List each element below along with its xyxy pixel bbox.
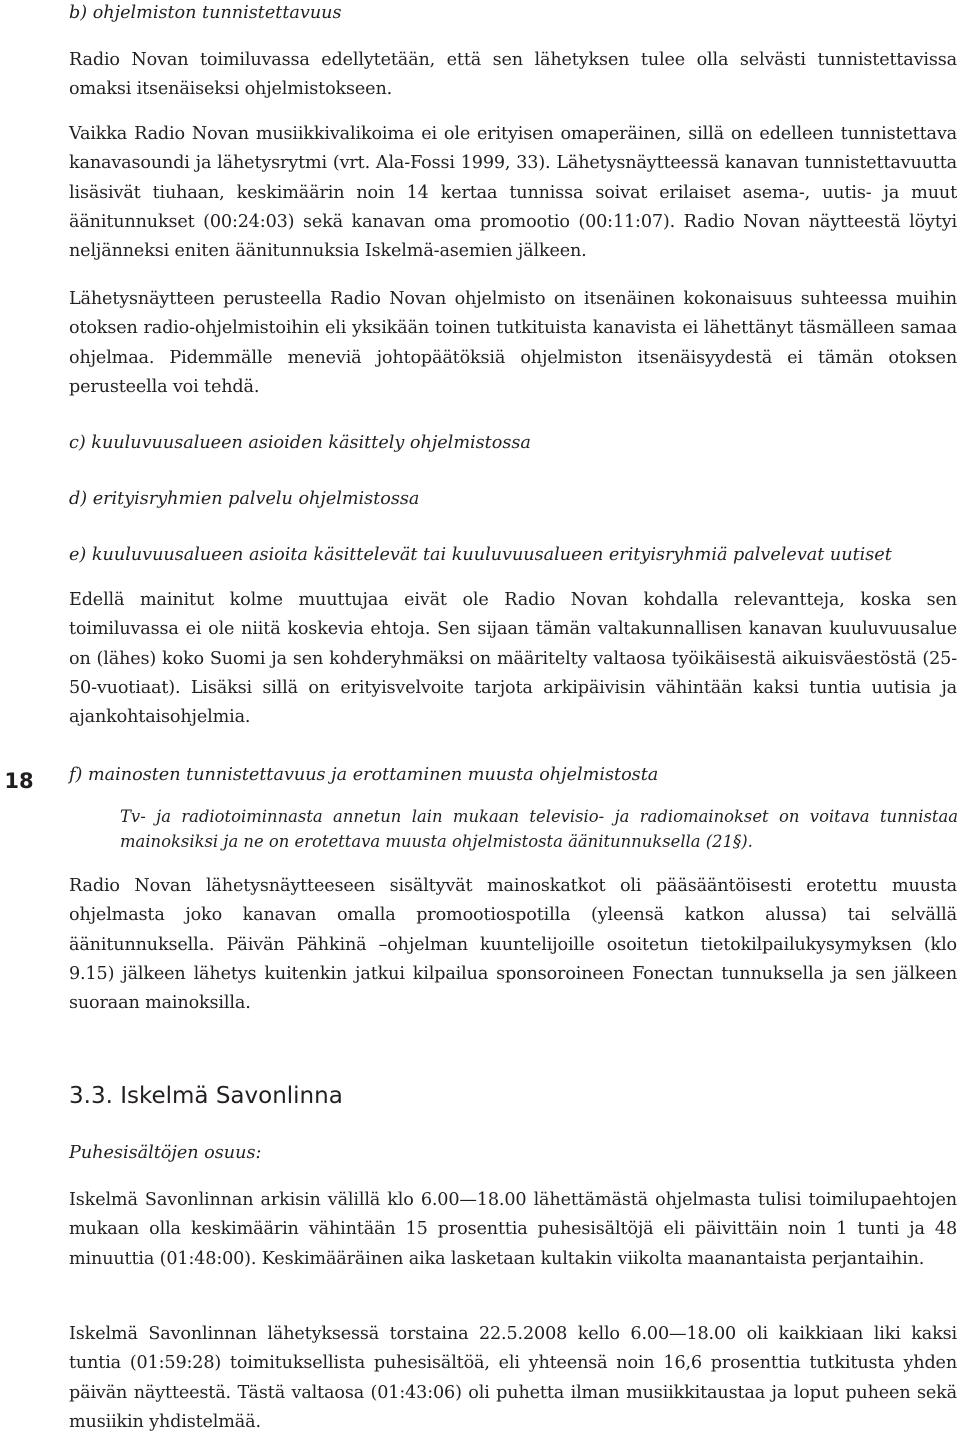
section-3-3-title: 3.3. Iskelmä Savonlinna [69, 1083, 343, 1109]
section-b-heading: b) ohjelmiston tunnistettavuus [69, 3, 342, 23]
section-f-law-quote: Tv- ja radiotoiminnasta annetun lain mukaan televisio- ja radiomainokset on voitava tunnistaa mainoksiksi ja ne on erotettava muusta ohjelmistosta äänitunnuksella (21§). [120, 807, 958, 851]
section-c-heading: c) kuuluvuusalueen asioiden käsittely ohjelmistossa [69, 433, 531, 453]
section-b-paragraph-2: Vaikka Radio Novan musiikkivalikoima ei ole erityisen omaperäinen, sillä on edelleen tunnistettava kanavasoundi ja lähetysrytmi (vrt. Ala-Fossi 1999, 33). Lähetysnäytteessä kanavan tunnistettavuutta lisäsivät tiuhaan, keskimäärin noin 14 kertaa tunnissa soivat erilaiset asema-, uutis- ja muut äänitunnukset (00:24:03) sekä kanavan oma promootio (00:11:07). Radio Novan näytteestä löytyi neljänneksi eniten äänitunnuksia Iskelmä-asemien jälkeen. [69, 124, 957, 262]
section-3-3-paragraph-2: Iskelmä Savonlinnan lähetyksessä torstaina 22.5.2008 kello 6.00—18.00 oli kaikkiaan liki kaksi tuntia (01:59:28) toimituksellista puhesisältöä, eli yhteensä noin 16,6 prosenttia tutkitusta yhden päivän näytteestä. Tästä valtaosa (01:43:06) oli puhetta ilman musiikkitaustaa ja loput puheen sekä musiikin yhdistelmää. [69, 1324, 957, 1432]
section-b-paragraph-1: Radio Novan toimiluvassa edellytetään, että sen lähetyksen tulee olla selvästi tunnistettavissa omaksi itsenäiseksi ohjelmistokseen. [69, 50, 957, 100]
section-3-3-paragraph-1: Iskelmä Savonlinnan arkisin välillä klo 6.00—18.00 lähettämästä ohjelmasta tulisi toimilupaehtojen mukaan olla keskimäärin vähintään 15 prosenttia puhesisältöjä eli päivittäin noin 1 tunti ja 48 minuuttia (01:48:00). Keskimääräinen aika lasketaan kultakin viikolta maanantaista perjantaihin. [69, 1190, 957, 1269]
section-e-heading: e) kuuluvuusalueen asioita käsittelevät tai kuuluvuusalueen erityisryhmiä palvelevat uutiset [69, 545, 892, 565]
section-d-heading: d) erityisryhmien palvelu ohjelmistossa [69, 489, 420, 509]
section-f-paragraph-1: Radio Novan lähetysnäytteeseen sisältyvät mainoskatkot oli pääsääntöisesti erotettu muusta ohjelmasta joko kanavan omalla promootiospotilla (yleensä katkon alussa) tai selvällä äänitunnuksella. Päivän Pähkinä –ohjelman kuuntelijoille osoitetun tietokilpailukysymyksen (klo 9.15) jälkeen lähetys kuitenkin jatkui kilpailua sponsoroineen Fonectan tunnuksella ja sen jälkeen suoraan mainoksilla. [69, 876, 957, 1014]
section-b-paragraph-3: Lähetysnäytteen perusteella Radio Novan ohjelmisto on itsenäinen kokonaisuus suhteessa muihin otoksen radio-ohjelmistoihin eli yksikään toinen tutkituista kanavista ei lähettänyt täsmälleen samaa ohjelmaa. Pidemmälle meneviä johtopäätöksiä ohjelmiston itsenäisyydestä ei tämän otoksen perusteella voi tehdä. [69, 289, 957, 397]
page-number: 18 [4, 769, 34, 793]
section-f-heading: f) mainosten tunnistettavuus ja erottaminen muusta ohjelmistosta [69, 765, 659, 785]
section-e-paragraph-1: Edellä mainitut kolme muuttujaa eivät ole Radio Novan kohdalla relevantteja, koska sen toimiluvassa ei ole niitä koskevia ehtoja. Sen sijaan tämän valtakunnallisen kanavan kuuluvuusalue on (lähes) koko Suomi ja sen kohderyhmäksi on määritelty valtaosa työikäisestä aikuisväestöstä (25-50-vuotiaat). Lisäksi sillä on erityisvelvoite tarjota arkipäivisin vähintään kaksi tuntia uutisia ja ajankohtaisohjelmia. [69, 590, 957, 728]
section-3-3-subheading: Puhesisältöjen osuus: [69, 1143, 262, 1163]
